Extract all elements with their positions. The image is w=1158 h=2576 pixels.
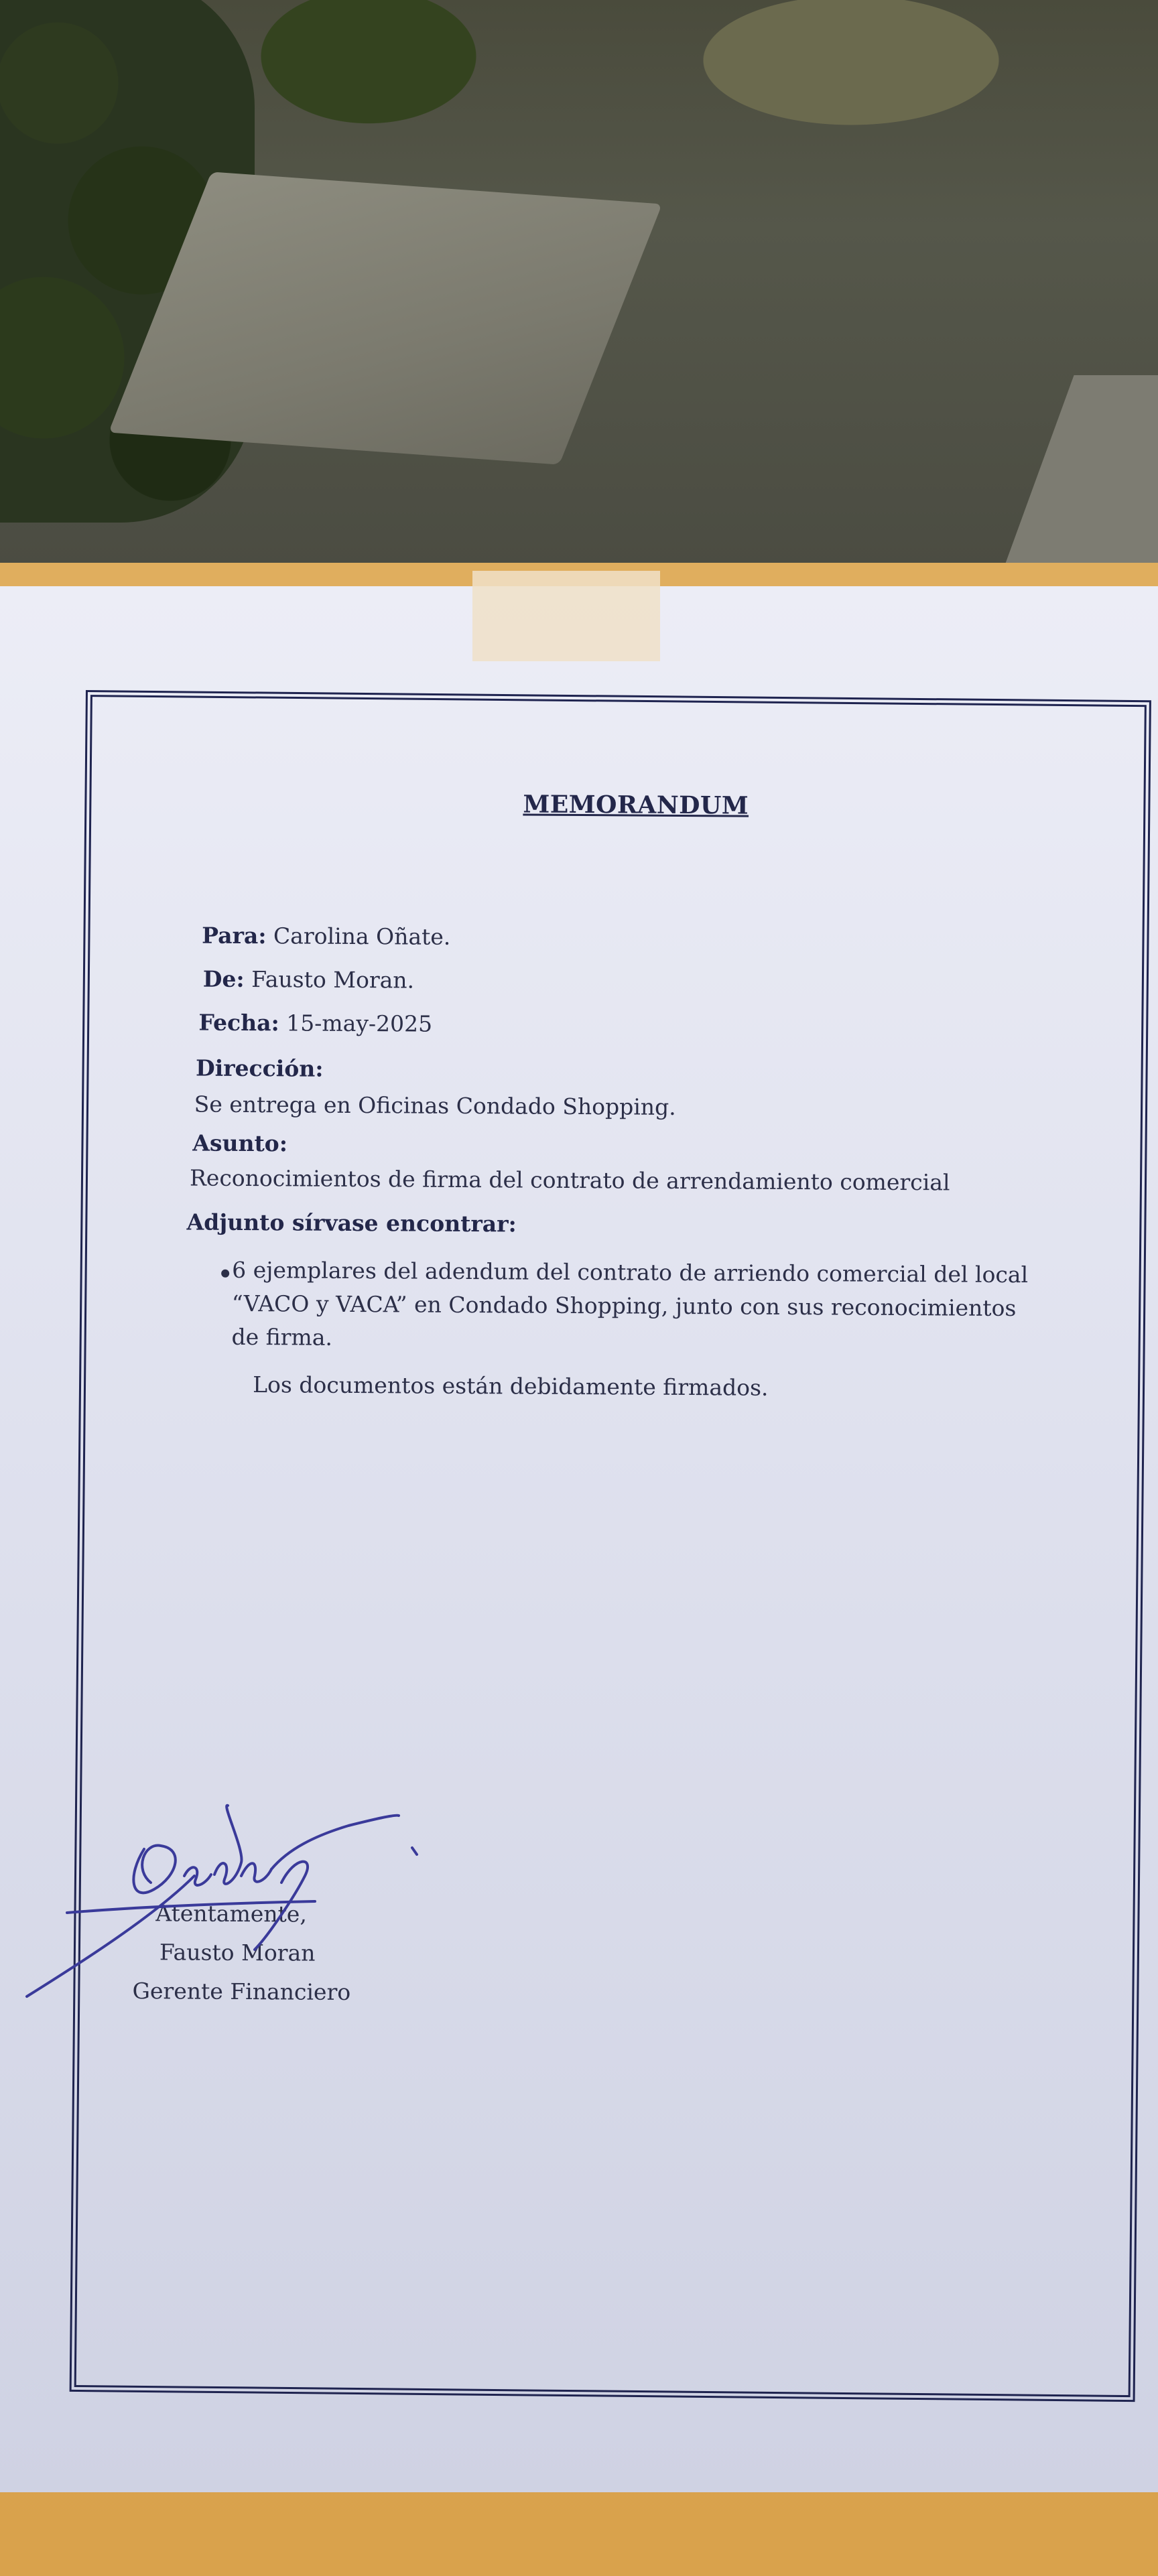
de-label: De: [202,965,245,992]
asunto-value: Reconocimientos de firma del contrato de arrendamiento comercial [189,1164,950,1196]
para-value: Carolina Oñate. [273,923,451,950]
de-line [203,966,415,994]
para-label: Para: [202,922,267,949]
signer-name: Fausto Moran [159,1939,316,1966]
memo-note: Los documentos están debidamente firmados. [253,1371,769,1401]
bullet-dot [221,1270,229,1278]
adjunto-label: Adjunto sírvase encontrar: [186,1209,517,1237]
bullet-item: 6 ejemplares del adendum del contrato de arriendo comercial del local “VACO y VACA” en Condado Shopping, junto con sus reconocimientos de firma. [231,1256,1029,1351]
direccion-label: Dirección: [195,1055,324,1082]
handwritten-signature [0,1775,469,2017]
closing-text: Atentamente, [155,1900,308,1927]
fecha-line [198,1010,432,1037]
de-value: Fausto Moran. [251,966,415,994]
signer-title: Gerente Financiero [132,1977,351,2005]
fecha-label: Fecha: [198,1009,279,1036]
para-line [202,923,450,950]
fecha-value: 15-may-2025 [286,1010,433,1037]
memo-title: MEMORANDUM [523,790,749,820]
direccion-value: Se entrega en Oficinas Condado Shopping. [194,1091,676,1120]
asunto-label: Asunto: [192,1130,288,1157]
